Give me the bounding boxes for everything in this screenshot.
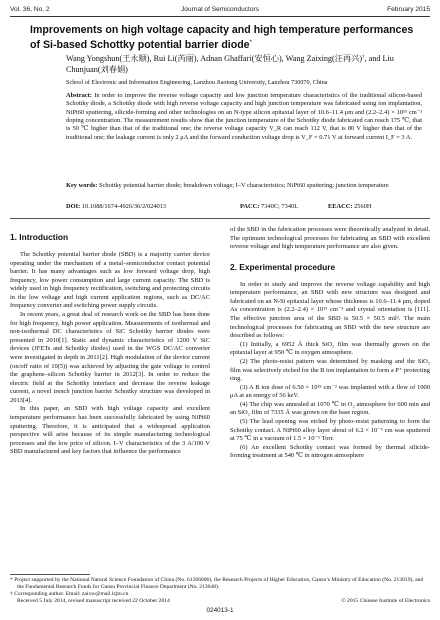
intro-continued: of the SBD in the fabrication processes were theoretically analyzed in detail. The optimum technological processes for fabricating an SBD with excellent reverse voltage and high temperature performance are also given. [230,226,430,251]
affiliation: School of Electronic and Information Engineering, Lanzhou Jiaotong University, Lanzhou 730070, China [66,79,328,86]
right-column [230,226,430,461]
corresponding-author-note: † Corresponding author. Email: zaixw@mail.lzjtu.cn [10,590,129,597]
eeacc-label: EEACC: [328,203,353,210]
authors-line-2: , and Liu Chunjuan(刘春娟) [66,54,394,74]
corresponding-mark: † [362,55,365,60]
doi-label: DOI: [66,203,81,210]
step-5: (5) The lead opening was etched by photo-resist patterning to form the Schottky contact. A NiPt60 alloy layer about of 6.2 × 10⁻⁶ cm was sputtered at 75 ℃ in a vacuum of 1.5 × 10⁻⁶ Torr. [230,417,430,443]
abstract-label: Abstract: [66,92,92,99]
section-rule [10,218,430,219]
footnote-rule [10,574,90,575]
step-4: (4) The chip was annealed at 1070 ℃ in O₂ atmosphere for 600 min and an SiO₂ film of 7335 Å was grown on the base region. [230,400,430,417]
step-3: (3) A B ion dose of 6.50 × 10¹⁵ cm⁻² was implanted with a flow of 1000 μA at an energy of 56 keV. [230,383,430,400]
experimental-heading: 2. Experimental procedure [230,261,336,272]
abstract-text: In order to improve the reverse voltage capacity and low junction temperature characteristics of the traditional silicon-based Schottky diode, a Schottky diode with high reverse voltage capacity and high junction temperature was fabricated using ion implantation, NiPt60 sputtering, silicide-forming and other technologies on an N-type silicon epitaxial layer of 10.6–11.4 μm and (2.2–2.4) × 10¹⁵ cm⁻³ doping concentration. The measurement results show that the junction temperature of the Schottky diode fabricated can reach 175 ℃, that is 50 ℃ higher than that of the traditional one; the reverse voltage capacity V_R can reach 112 V, that is 80 V higher than that of the traditional one; the leakage current is only 2 μA and the forward conduction voltage drop is V_F = 0.71 V at forward current I_F = 3 A. [66,92,422,141]
header-rule [10,16,430,17]
page-number: 024013-1 [206,607,234,614]
journal-volume: Vol. 36, No. 2 [10,6,50,13]
pacc-value: 7340C; 7340L [261,203,299,210]
paper-title-text: Improvements on high voltage capacity and high temperature performances of Si-based Schottky potential barrier diode [30,24,414,51]
journal-name: Journal of Semiconductors [180,6,260,13]
intro-paragraph-3: In this paper, an SBD with high voltage capacity and excellent temperature performance has been successfully fabricated by using NiPt60 sputtering. Therefore, it is anticipated that a widespread application perspective will arise because of its simple manufacturing technological processes and the low price of silicon. I–V characteristics of the 3 A/100 V SBD manufactured and key factors that influence the performance [10,405,210,456]
authors-line-1: Wang Yongshun(王永顺), Rui Li(芮丽), Adnan Ghaffari(安恒心), Wang Zaixing(汪再兴) [66,54,363,63]
paper-title [30,24,420,51]
step-2: (2) The photo-resist pattern was determined by masking and the SiO₂ film was selectively etched for the B ion implantation to form a P⁺ protecting ring. [230,357,430,383]
pacc [240,203,298,210]
received-line [10,598,430,605]
received-dates: Received 5 July 2014, revised manuscript received 22 October 2014 [17,597,170,604]
article-identifiers [66,203,422,213]
keywords [66,182,422,190]
author-list [66,52,428,75]
keywords-text: Schottky potential barrier diode; breakdown voltage; I–V characteristics; NiPt60 sputtering; junction temperature [99,182,389,189]
step-1: (1) Initially, a 6952 Å thick SiO₂ film was thermally grown on the epitaxial layer at 950 ℃ in oxygen atmosphere. [230,340,430,357]
left-column [10,226,210,457]
pacc-label: PACC: [240,203,260,210]
experimental-paragraph-1: In order to study and improve the reverse voltage capability and high temperature performance, an SBD with new structure was designed and fabricated on an N-Si epitaxial layer whose thickness is 10.6–11.4 μm, doped As concentration is (2.2–2.4) × 10¹⁵ cm⁻³ and crystal orientation is [111]. The effective junction area of the SBD is 50.5 × 50.5 mil². The main technological processes for fabricating an SBD with the new structure are described as follows: [230,280,430,340]
keywords-label: Key words: [66,182,98,189]
intro-paragraph-2: In recent years, a great deal of research work on the SBD has been done for high frequency, high power application. Measurements of isothermal and non-isothermal DC characteristics of SiC Schottky barrier diodes were presented in 2010[1]. Static and dynamic characteristics of 1200 V SiC devices (JFETs and Schottky diodes) used in the WGS DC/AC converter were investigated in depth in 2011[2]. High modulation of the device current (on/off ratio of 10(5)) was achieved by adjusting the gate voltage to control the graphene–silicon Schottky barrier in 2012[3]. In order to reduce the electric field at the Schottky interface and decrease the reverse leakage current, a novel trench junction barrier Schottky structure was developed in 2013[4]. [10,311,210,404]
eeacc-value: 2560H [354,203,372,210]
title-footnote-mark: * [249,39,252,46]
intro-paragraph-1: The Schottky potential barrier diode (SBD) is a majority carrier device operating under the mechanism of a metal–semiconductor contact potential barrier. It has many advantages such as low forward voltage drop, high frequency, low power consumption and large current capacity. The SBD is widely used in high frequency rectification, switching and protecting circuits in the low voltage and high current application regions, such as DC/AC frequency converter and switching power supply circuits. [10,251,210,310]
eeacc [328,203,372,210]
abstract [66,92,422,142]
intro-heading: 1. Introduction [10,232,69,242]
running-header [10,6,430,16]
journal-date: February 2015 [387,6,430,13]
doi-value[interactable]: 10.1088/1674-4926/36/2/024013 [81,203,167,210]
funding-note: * Project supported by the National Natural Science Foundation of China (No. 61366006), the Research Projects of Higher Education, Gansu’s Ministry of Education (No. 213019), and the Fundamental Research Funds for Gansu Provincial Finance Department (No. 213048). [10,577,424,590]
copyright: © 2015 Chinese Institute of Electronics [341,597,430,604]
footnotes [10,577,430,605]
doi [66,203,166,210]
step-6: (6) An excellent Schottky contact was formed by thermal silicide-forming treatment at 540 ℃ in nitrogen atmosphere [230,443,430,460]
